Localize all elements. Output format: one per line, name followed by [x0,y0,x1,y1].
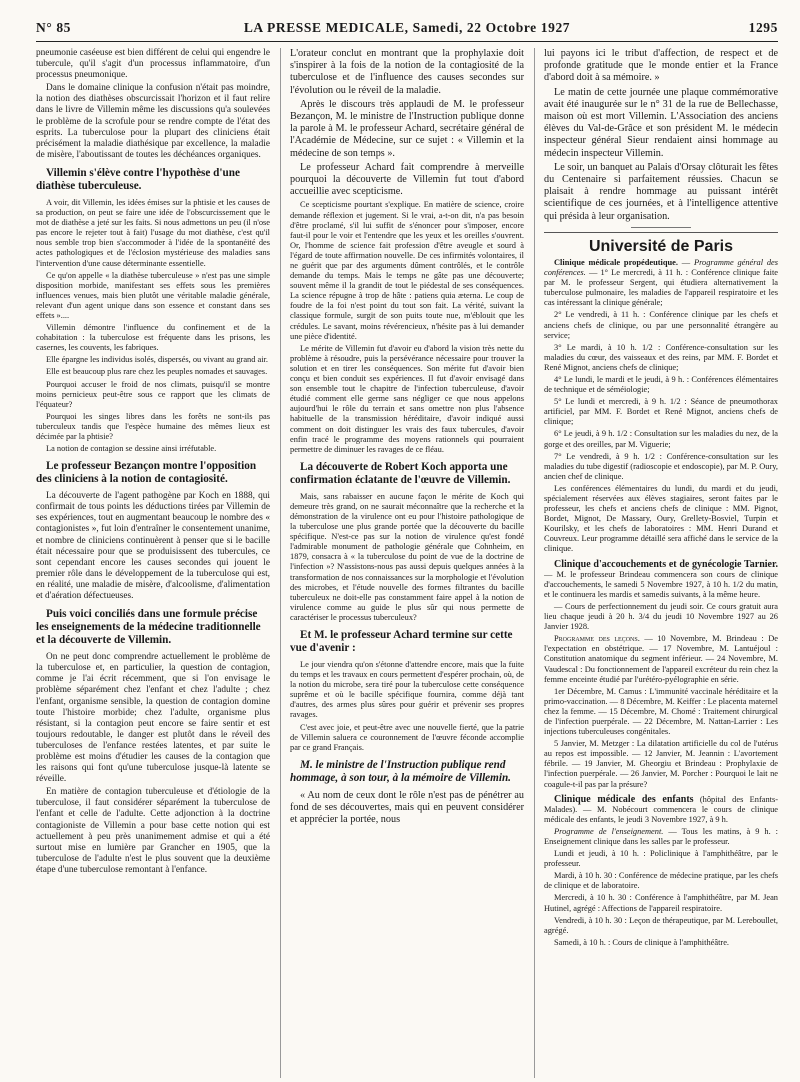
notice-paragraph: 5 Janvier, M. Metzger : La dilatation artificielle du col de l'utérus au repos est impossible. — 12 Janvier, M. Jeannin : L'avortement fébrile. — 19 Janvier, M. Gheorgiu et Brindeau : Prophylaxie de l'infection puerpérale. — 26 Janvier, M. Porcher : Pourquoi le lait ne coagule-t-il pas par la présure? [544,739,778,789]
column-2 [290,48,524,1078]
notice-text: M. le professeur Brindeau commencera son cours de clinique d'accouchements, le samedi 5 Novembre 1927, à 10 h. 1/2 du matin, et le continuera les mardis et samedis suivants, à la même heure. [544,569,778,599]
notice-title: Clinique d'accouchements et de gynécologie Tarnier. [554,558,778,570]
paragraph: Dans le domaine clinique la confusion n'était pas moindre, la notion des diathèses obscurcissait l'horizon et il faut relire dans le livre de Villemin même les discussions qu'a soulevées le problème de la scrofule pour se rendre compte de l'état des esprits. La tuberculose pour la plupart des cliniciens était précisément la maladie diathésique par excellence, la maladie de misère, l'aboutissant de toutes les déchéances organiques. [36,83,270,160]
column-3 [544,48,778,1078]
notice-subtitle: Programme général des conférences. [544,257,778,278]
notice-text: M. Nobécourt commencera le cours de clinique médicale des enfants, le jeudi 3 Novembre 1927, à 9 h. [544,804,778,824]
subheading: La découverte de Robert Koch apporta une confirmation éclatante de l'œuvre de Villemin. [290,460,511,486]
notice-text: 10 Novembre, M. Brindeau : De l'expectation en obstétrique. — 17 Novembre, M. Lantuéjoul : Constitution anatomique du segment inférieur. — 24 Novembre, M. Vaudescal : Du fonctionnement de l'appareil excréteur du rein chez la femme enceinte étudié par l'urétéro-pyélographie en série. [544,634,778,684]
quote-paragraph: Pourquoi accuser le froid de nos climats, puisqu'il se montre moins pernicieux peut-être sous ce rapport que les climats de l'équateur? [36,379,270,409]
paragraph: « Au nom de ceux dont le rôle n'est pas de pénétrer au fond de ses découvertes, mais qui en peuvent considérer et apprécier la portée, nous [290,789,524,826]
quote-paragraph: Pourquoi les singes libres dans les forêts ne sont-ils pas tuberculeux tandis que l'espèce humaine des mêmes lieux est décimée par la phtisie? [36,411,270,441]
notice-paragraph: Programme de l'enseignement. — Tous les matins, à 9 h. : Enseignement clinique dans les salles par le professeur. [544,826,778,846]
header-rule [36,41,778,42]
notice-paragraph: Clinique d'accouchements et de gynécologie Tarnier. — M. le professeur Brindeau commencera son cours de clinique d'accouchements, le samedi 5 Novembre 1927, à 10 h. 1/2 du matin, et le continuera les mardis et samedis suivants, à la même heure. [544,558,778,599]
paragraph: L'orateur conclut en montrant que la prophylaxie doit s'inspirer à la fois de la notion de la contagiosité de la tuberculose et de l'influence des causes secondes sur l'évolution ou le réveil de la maladie. [290,48,524,96]
quote-paragraph: Le mérite de Villemin fut d'avoir eu d'abord la vision très nette du problème à résoudre, puis la persévérance nécessaire pour trouver la solution et en tirer les conséquences. Son mérite fut d'avoir bien conçu et bien conduit ses expériences. Il fut d'avoir envisagé dans son ensemble tout le chapitre de l'infection tuberculeuse, d'avoir étudié comment elle germe sans négliger ce que nous appelons aujourd'hui le rôle du terrain et sans omettre non plus l'absence habituelle de la transmission héréditaire, d'avoir indiqué aussi comment on doit distinguer les vrais des faux tubercules, d'avoir enfin tracé le programme des moyens rationnels qui pourraient permettre de diminuer les ravages de ce fléau. [290,343,524,454]
notice-subtitle: (hôpital des Enfants-Malades). [544,794,778,814]
notice-paragraph: — Cours de perfectionnement du jeudi soir. Ce cours gratuit aura lieu chaque jeudi à 20 h. 3/4 du jeudi 10 Novembre 1927 au 26 Janvier 1928. [544,601,778,632]
quote-paragraph: Mais, sans rabaisser en aucune façon le mérite de Koch qui demeure très grand, on ne saurait méconnaître que la recherche et la démonstration de la virulence ont eu pour l'histoire pathologique de la tuberculose une plus grande portée que la découverte du bacille spécifique. N'est-ce pas sur la notion de virulence qu'est fondé l'admirable monument de pathologie générale que Cohnheim, en 1879, consacra à « la tuberculose du point de vue de la doctrine de l'infection »? N'assistons-nous pas aussi depuis quelques années à la transformation de nos connaissances sur la morphologie et l'évolution des microbes, et l'étude nouvelle des formes filtrantes du bacille tuberculeux ne doit-elle pas constamment faire appel à la notion de virulence comme au guide le plus sûr qui nous permette de caractériser le processus tuberculeux? [290,491,524,622]
list-item: 5° Le lundi et mercredi, à 9 h. 1/2 : Séance de pneumothorax artificiel, par MM. F. Bordet et René Mignot, anciens chefs de clinique; [544,397,778,427]
notice-text: Cours de perfectionnement du jeudi soir. Ce cours gratuit aura lieu chaque jeudi à 20 h. 3/4 du jeudi 10 Novembre 1927 au 26 Janvier 1928. [544,601,778,632]
paragraph: pneumonie caséeuse est bien différent de celui qui engendre le tubercule, qu'il s'agit d'un processus inflammatoire, d'un processus pneumonique. [36,48,270,81]
paragraph: On ne peut donc comprendre actuellement le problème de la tuberculose et, en particulier, la question de contagion, comme je l'ai écrit récemment, que si l'on envisage le problème séparément chez l'enfant et chez l'adulte ; chez l'enfant, organisme sensible, la question de contagion domine toute l'histoire morbide; chez l'adulte, organisme plus résistant, si la contagion peut encore se faire sentir et est toujours redoutable, le danger est plutôt dans le réveil des tuberculoses de l'enfance restées latentes, et par suite le problème est moins d'étudier les causes de la contagion que les raisons qui font qu'une tuberculose jusque-là latente se réveille. [36,652,270,785]
quote-paragraph: La notion de contagion se dessine ainsi irréfutable. [46,444,217,454]
list-item: 7° Le vendredi, à 9 h. 1/2 : Conférence-consultation sur les maladies du tube digestif (radioscopie et endoscopie), par M. P. Oury, ancien chef de clinique. [544,451,778,481]
column-separator [534,48,535,1078]
journal-title: LA PRESSE MEDICALE, Samedi, 22 Octobre 1927 [243,20,571,35]
column-separator [280,48,281,1078]
page-number: 1295 [748,20,778,35]
column-1 [36,48,270,1078]
quote-paragraph: Villemin démontre l'influence du confinement et de la cohabitation : la tuberculose est fréquente dans les prisons, les casernes, les couvents, les fabriques. [36,323,270,353]
list-item: Mercredi, à 10 h. 30 : Conférence à l'amphithéâtre, par M. Jean Hutinel, agrégé : Affections de l'appareil respiratoire. [544,893,778,913]
section-title: Université de Paris [588,237,734,255]
notice-text: Tous les matins, à 9 h. : Enseignement clinique dans les salles par le professeur. [544,826,778,846]
paragraph: lui payons ici le tribut d'affection, de respect et de profonde gratitude que le monde entier et la France d'abord doit à sa mémoire. » [544,48,778,84]
quote-paragraph: Ce scepticisme pourtant s'explique. En matière de science, croire demande réflexion et jugement. Si le vrai, a-t-on dit, n'a pas besoin d'être proclamé, s'il lui suffit de s'énoncer pour s'imposer, encore faut-il pour le voir et l'entendre que les yeux et les oreilles s'ouvrent. Or, l'homme de science fait profession d'être aveugle et sourd à l'égard de toute affirmation nouvelle. De ces infirmités volontaires, il ne guérit que par des arguments dûment contrôlés, et le contrôle demande du temps. Mais le temps ne gâte pas une découverte; souvent même il la grandit de tout le piédestal de ses conséquences. La science répugne à trop de hâte : patiens quia æterna. Le coup de foudre de la foi n'est point du tout son fait. La vérité, suivant la classique formule, surgit de son puits toute nue, m'éblouit que les crédules. Le savant, moins révérencieux, n'hésite pas à lui demander une pièce d'identité. [290,200,524,341]
notice-label: Programme de l'enseignement. [554,826,664,836]
list-item: 4° Le lundi, le mardi et le jeudi, à 9 h. : Conférences élémentaires de technique et de séméiologie; [544,374,778,395]
list-item: Vendredi, à 10 h. 30 : Leçon de thérapeutique, par M. Lereboullet, agrégé. [544,915,778,935]
newspaper-page [36,0,778,1082]
notice-title: Clinique médicale propédeutique. [554,257,678,267]
paragraph: Après le discours très applaudi de M. le professeur Bezançon, M. le ministre de l'Instruction publique donne la parole à M. le professeur Achard, secrétaire général de l'Académie de Médecine, sur ce sujet : « Villemin et la médecine de son temps ». [290,98,524,159]
list-item: 2° Le vendredi, à 11 h. : Conférence clinique par les chefs et anciens chefs de clinique, ou par une personnalité étrangère au service; [544,310,778,340]
paragraph: Le matin de cette journée une plaque commémorative avait été inaugurée sur le n° 31 de la rue de Bellechasse, maison où est mort Villemin. L'Association des anciens élèves du Val-de-Grâce et son président M. le médecin inspecteur général Sieur rendaient ainsi hommage au médecin inspecteur Villemin. [544,86,778,159]
quote-paragraph: Le jour viendra qu'on s'étonne d'attendre encore, mais que la fuite du temps et les travaux en cours permettent d'espérer prochain, où, de la notion du microbe, sera tiré pour la tuberculose cette conséquence suprême et où le bacille spécifique fournira, comme déjà tant d'autres, des armes plus sûres pour guérir et prévenir ses propres ravages. [290,660,524,720]
section-divider [631,227,691,228]
notice-paragraph: Les conférences élémentaires du lundi, du mardi et du jeudi, spécialement réservées aux élèves stagiaires, seront faites par le professeur, les chefs et anciens chefs de clinique : MM. Pignot, Bordet, Mignot, De Massary, Oury, Grellety-Bosviel, Turpin et Kourilsky, et les chefs de laboratoires : MM. Henri Durand et Couvreux. Leur programme détaillé sera affiché dans le service de la clinique. [544,483,778,554]
quote-paragraph: A voir, dit Villemin, les idées émises sur la phtisie et les causes de sa production, on peut se faire une idée de l'obscurcissement que le mot de diathèse a jeté sur les faits. Si nous admettons un peu (il n'ose pas encore le rejeter tout à fait) l'usage du mot diathèse, c'est qu'il nous semble trop bien s'accommoder à l'idée de la spontanéité des actes pathologiques et de l'éclosion mystérieuse des maladies sans l'intervention d'une cause déterminante essentielle. [36,197,270,268]
paragraph: En matière de contagion tuberculeuse et d'étiologie de la tuberculose, il faut considérer séparément la tuberculose de l'enfant et celle de l'adulte. Cette adjonction à la doctrine contagioniste de Villemin a pour base cette notion qui est actuellement à peu près unanimement admise et qui a été surtout mise en lumière par Grancher en 1905, que la tuberculose de l'adulte n'est le plus souvent que la deuxième étape d'une tuberculose remontant à l'enfance. [36,787,270,875]
paragraph: La découverte de l'agent pathogène par Koch en 1888, qui confirmait de tous points les déductions tirées par Villemin de ses expériences, tout en augmentant beaucoup le nombre des « contagionistes », fut loin d'entraîner le consentement unanime, et nombre de cliniciens continuèrent à penser que si le bacille était nécessaire pour que se produisissent des tubercules, ce sont cependant encore les causes secondes qui jouent le premier rôle dans le développement de la tuberculose qui est, en réalité, une maladie de misère, d'alcoolisme, d'alimentation et d'aération défectueuses. [36,491,270,602]
list-item: Mardi, à 10 h. 30 : Conférence de médecine pratique, par les chefs de clinique et de laboratoire. [544,871,778,891]
quote-paragraph: C'est avec joie, et peut-être avec une nouvelle fierté, que la patrie de Villemin saluera ce couronnement de l'œuvre féconde accomplie par ce grand Français. [290,722,524,752]
section-rule [544,232,778,233]
notice-label: Programme des leçons. [554,634,640,644]
notice-title: Clinique médicale des enfants [554,793,694,805]
list-item: Lundi et jeudi, à 10 h. : Policlinique à l'amphithéâtre, par le professeur. [544,849,778,869]
list-item: Samedi, à 10 h. : Cours de clinique à l'amphithéâtre. [554,937,730,947]
notice-paragraph: Clinique médicale des enfants (hôpital des Enfants-Malades). — M. Nobécourt commencera le cours de clinique médicale des enfants, le jeudi 3 Novembre 1927, à 9 h. [544,793,778,824]
issue-number: N° 85 [36,20,72,35]
subheading: Puis voici conciliés dans une formule précise les enseignements de la médecine traditionnelle et la découverte de Villemin. [36,608,261,647]
list-item: 1° Le mercredi, à 11 h. : Conférence clinique faite par M. le professeur Sergent, qui étudiera alternativement la tuberculose pulmonaire, les maladies de l'appareil respiratoire et les cas intéressant la clinique générale; [544,268,778,308]
notice-paragraph: 1er Décembre, M. Camus : L'immunité vaccinale héréditaire et la primo-vaccination. — 8 Décembre, M. Keiffer : Le placenta maternel chez la femme. — 15 Décembre, M. Chomé : Traitement chirurgical de l'infection puerpérale. — 22 Décembre, M. Nattan-Larrier : Les injections tuberculeuses congénitales. [544,686,778,737]
quote-paragraph: Ce qu'on appelle « la diathèse tuberculeuse » n'est pas une simple disposition morbide, manifestant ses effets sous les premières influences venues, mais bien plutôt une véritable maladie générale, relevant d'un agent unique dans son essence et constant dans ses effets ».... [36,270,270,320]
subheading: M. le ministre de l'Instruction publique rend hommage, à son tour, à la mémoire de Villemin. [290,758,511,784]
subheading: Villemin s'élève contre l'hypothèse d'une diathèse tuberculeuse. [36,166,240,192]
notice-paragraph: Clinique médicale propédeutique. — Programme général des conférences. — 1° Le mercredi, à 11 h. : Conférence clinique faite par M. le professeur Sergent, qui étudiera alternativement la tuberculose pulmonaire, les maladies de l'appareil respiratoire et les cas intéressant la clinique générale; [544,257,778,308]
notice-paragraph: Programme des leçons. — 10 Novembre, M. Brindeau : De l'expectation en obstétrique. — 17 Novembre, M. Lantuéjoul : Constitution anatomique du segment inférieur. — 24 Novembre, M. Vaudescal : Du fonctionnement de l'appareil excréteur du rein chez la femme enceinte étudié par l'urétéro-pyélographie en série. [544,634,778,684]
paragraph: Le professeur Achard fait comprendre à merveille pourquoi la découverte de Villemin fut tout d'abord accueillie avec scepticisme. [290,161,524,198]
list-item: 3° Le mardi, à 10 h. 1/2 : Conférence-consultation sur les maladies du cœur, des vaisseaux et des reins, par MM. F. Bordet et René Mignot, anciens chefs de clinique; [544,342,778,372]
masthead [36,20,778,38]
subheading: Et M. le professeur Achard termine sur cette vue d'avenir : [290,629,513,654]
quote-paragraph: Elle est beaucoup plus rare chez les peuples nomades et sauvages. [46,367,268,377]
subheading: Le professeur Bezançon montre l'opposition des cliniciens à la notion de contagiosité. [36,460,257,486]
paragraph: Le soir, un banquet au Palais d'Orsay clôturait les fêtes du Centenaire si parfaitement réussies. Chacun se plaisait à rendre hommage au puissant intérêt scientifique de ces journées, et à l'intelligence attentive qui présida à leur organisation. [544,161,778,222]
quote-paragraph: Elle épargne les individus isolés, dispersés, ou vivant au grand air. [46,355,268,365]
list-item: 6° Le jeudi, à 9 h. 1/2 : Consultation sur les maladies du nez, de la gorge et des oreilles, par M. Viguerie; [544,429,778,449]
